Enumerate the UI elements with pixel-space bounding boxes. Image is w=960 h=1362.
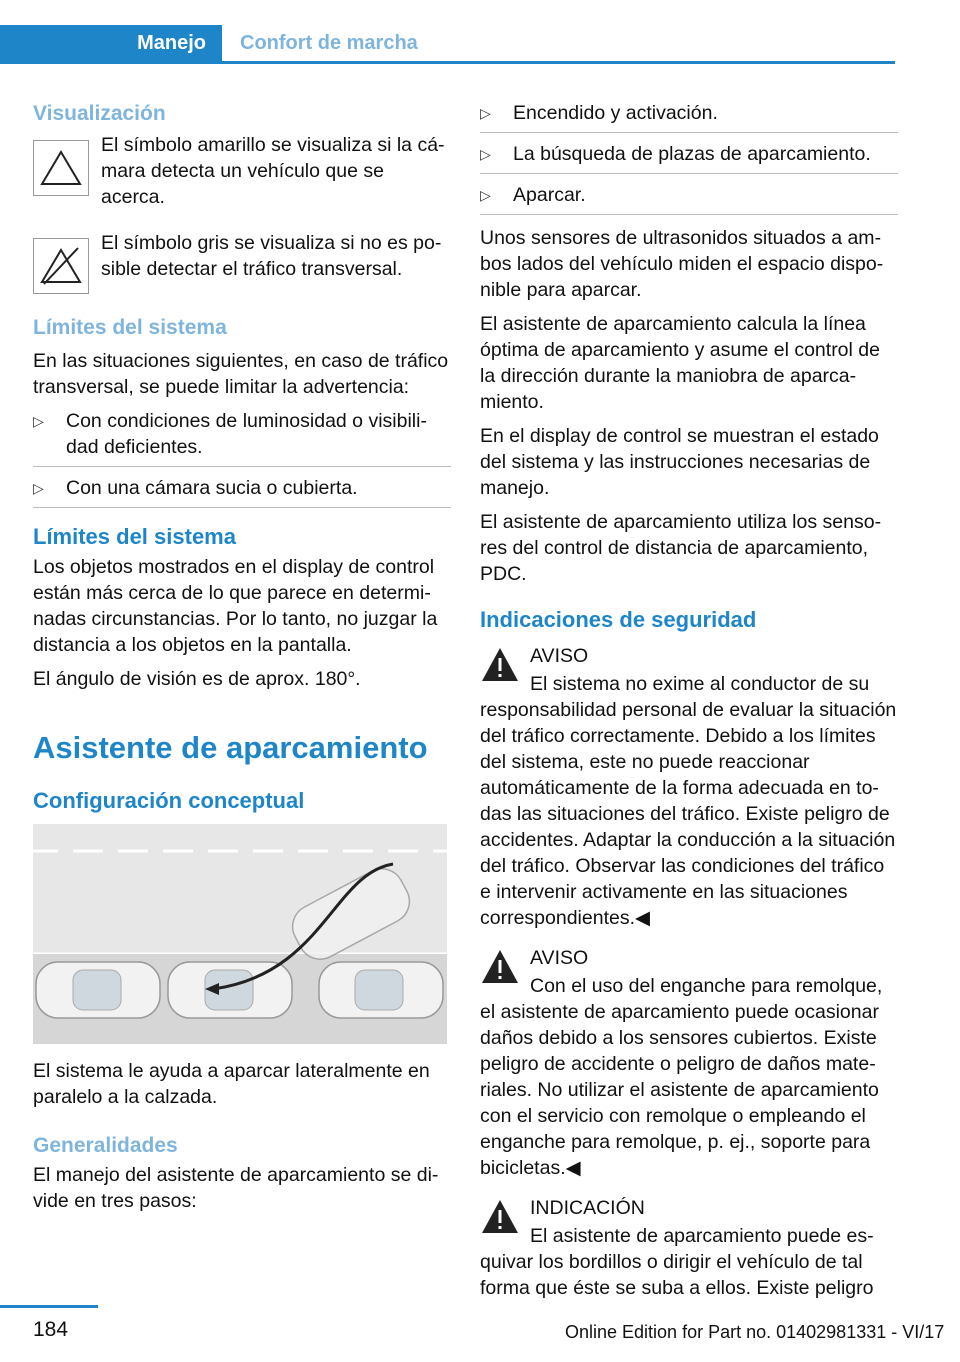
- warning-title: AVISO: [530, 947, 589, 969]
- list-item-text: Con una cámara sucia o cubierta.: [66, 477, 358, 499]
- warning-block-2: [480, 945, 898, 1181]
- triangle-bullet-icon: ▷: [480, 187, 491, 203]
- triangle-bullet-icon: ▷: [33, 480, 44, 496]
- triangle-bullet-icon: ▷: [480, 146, 491, 162]
- crossed-triangle-icon: [33, 238, 89, 294]
- paragraph-calculation: El asistente de aparcamiento calcula la línea óptima de aparcamiento y asume el control de la dirección durante la maniobra de aparcamiento.: [480, 313, 880, 413]
- warning-block-3: [480, 1195, 898, 1301]
- limits-text-2a: Los objetos mostrados en el display de control están más cerca de lo que parece en determinadas circunstancias. Por lo tanto, no juzgar la distancia a los objetos en la pantalla.: [33, 556, 438, 656]
- gray-symbol-block: [33, 232, 451, 294]
- figure-caption: El sistema le ayuda a aparcar lateralmente en paralelo a la calzada.: [33, 1060, 430, 1108]
- list-item: [480, 182, 898, 215]
- limits-heading-1: Límites del sistema: [33, 316, 227, 339]
- warning-text: Con el uso del enganche para remolque, el asistente de aparcamiento puede ocasionar daños debido a los sensores cubiertos. Existe peligro de accidente o peligro de daños materiales. No utilizar el asistente de aparcamiento con el servicio con remolque o empleando el enganche para remolque, p. ej., soporte para bicicletas.◀: [480, 975, 883, 1179]
- list-item: [33, 408, 451, 467]
- list-item: [480, 100, 898, 133]
- warning-icon: [480, 645, 520, 685]
- general-heading: Generalidades: [33, 1134, 178, 1157]
- page-number: 184: [33, 1318, 69, 1341]
- warning-title: AVISO: [530, 645, 589, 667]
- list-item: [33, 475, 451, 508]
- tab-manejo[interactable]: [0, 25, 222, 61]
- limits-bullets: [33, 408, 451, 508]
- list-item: [480, 141, 898, 174]
- warning-triangle-icon: [33, 140, 89, 196]
- concept-heading: Configuración conceptual: [33, 788, 305, 813]
- warning-icon: [480, 947, 520, 987]
- limits-text-2b: El ángulo de visión es de aprox. 180°.: [33, 668, 361, 690]
- list-item-text: Con condiciones de luminosidad o visibilidad deficientes.: [66, 410, 427, 458]
- warning-block-1: [480, 643, 898, 931]
- general-text: El manejo del asistente de aparcamiento se divide en tres pasos:: [33, 1164, 439, 1212]
- list-item-text: La búsqueda de plazas de aparcamiento.: [513, 143, 871, 165]
- list-item-text: Aparcar.: [513, 184, 586, 206]
- main-heading: Asistente de aparcamiento: [33, 730, 428, 765]
- tab-confort-de-marcha[interactable]: Confort de marcha: [240, 32, 418, 54]
- warning-text: El sistema no exime al conductor de su responsabilidad personal de evaluar la situación del tráfico correctamente. Debido a los límites del sistema, este no puede reaccionar automáticamente de la forma adecuada en todas las situaciones del tráfico. Existe peligro de accidentes. Adaptar la conducción a la situación del tráfico. Observar las condiciones del tráfico e intervenir activamente en las situaciones correspondientes.◀: [480, 673, 897, 929]
- warning-text: El asistente de aparcamiento puede esquivar los bordillos o dirigir el vehículo de tal forma que éste se suba a ellos. Existe peligro: [480, 1225, 874, 1299]
- left-column: [33, 100, 451, 1222]
- warning-icon: [480, 1197, 520, 1237]
- tab-manejo-label: Manejo: [137, 32, 206, 54]
- right-column: [480, 100, 898, 1315]
- steps-list: [480, 100, 898, 215]
- visualization-heading: Visualización: [33, 102, 166, 125]
- parking-diagram: [33, 824, 447, 1044]
- gray-symbol-text: El símbolo gris se visualiza si no es posible detectar el tráfico transversal.: [101, 232, 442, 280]
- yellow-symbol-text: El símbolo amarillo se visualiza si la cámara detecta un vehículo que se acerca.: [101, 134, 445, 208]
- chapter-tabbar: [0, 25, 895, 64]
- limits-text-1: En las situaciones siguientes, en caso de tráfico transversal, se puede limitar la advertencia:: [33, 350, 449, 398]
- edition-note: Online Edition for Part no. 01402981331 - VI/17: [565, 1322, 945, 1342]
- list-item-text: Encendido y activación.: [513, 102, 718, 124]
- paragraph-sensors: Unos sensores de ultrasonidos situados a ambos lados del vehículo miden el espacio disponible para aparcar.: [480, 227, 884, 301]
- footer-rule: [0, 1305, 98, 1308]
- limits-heading-2: Límites del sistema: [33, 524, 236, 549]
- yellow-symbol-block: [33, 134, 451, 218]
- warning-title: INDICACIÓN: [530, 1197, 645, 1219]
- triangle-bullet-icon: ▷: [480, 105, 491, 121]
- triangle-bullet-icon: ▷: [33, 413, 44, 429]
- paragraph-pdc: El asistente de aparcamiento utiliza los sensores del control de distancia de aparcamiento, PDC.: [480, 511, 882, 585]
- safety-heading: Indicaciones de seguridad: [480, 607, 757, 632]
- paragraph-display: En el display de control se muestran el estado del sistema y las instrucciones necesarias de manejo.: [480, 425, 879, 499]
